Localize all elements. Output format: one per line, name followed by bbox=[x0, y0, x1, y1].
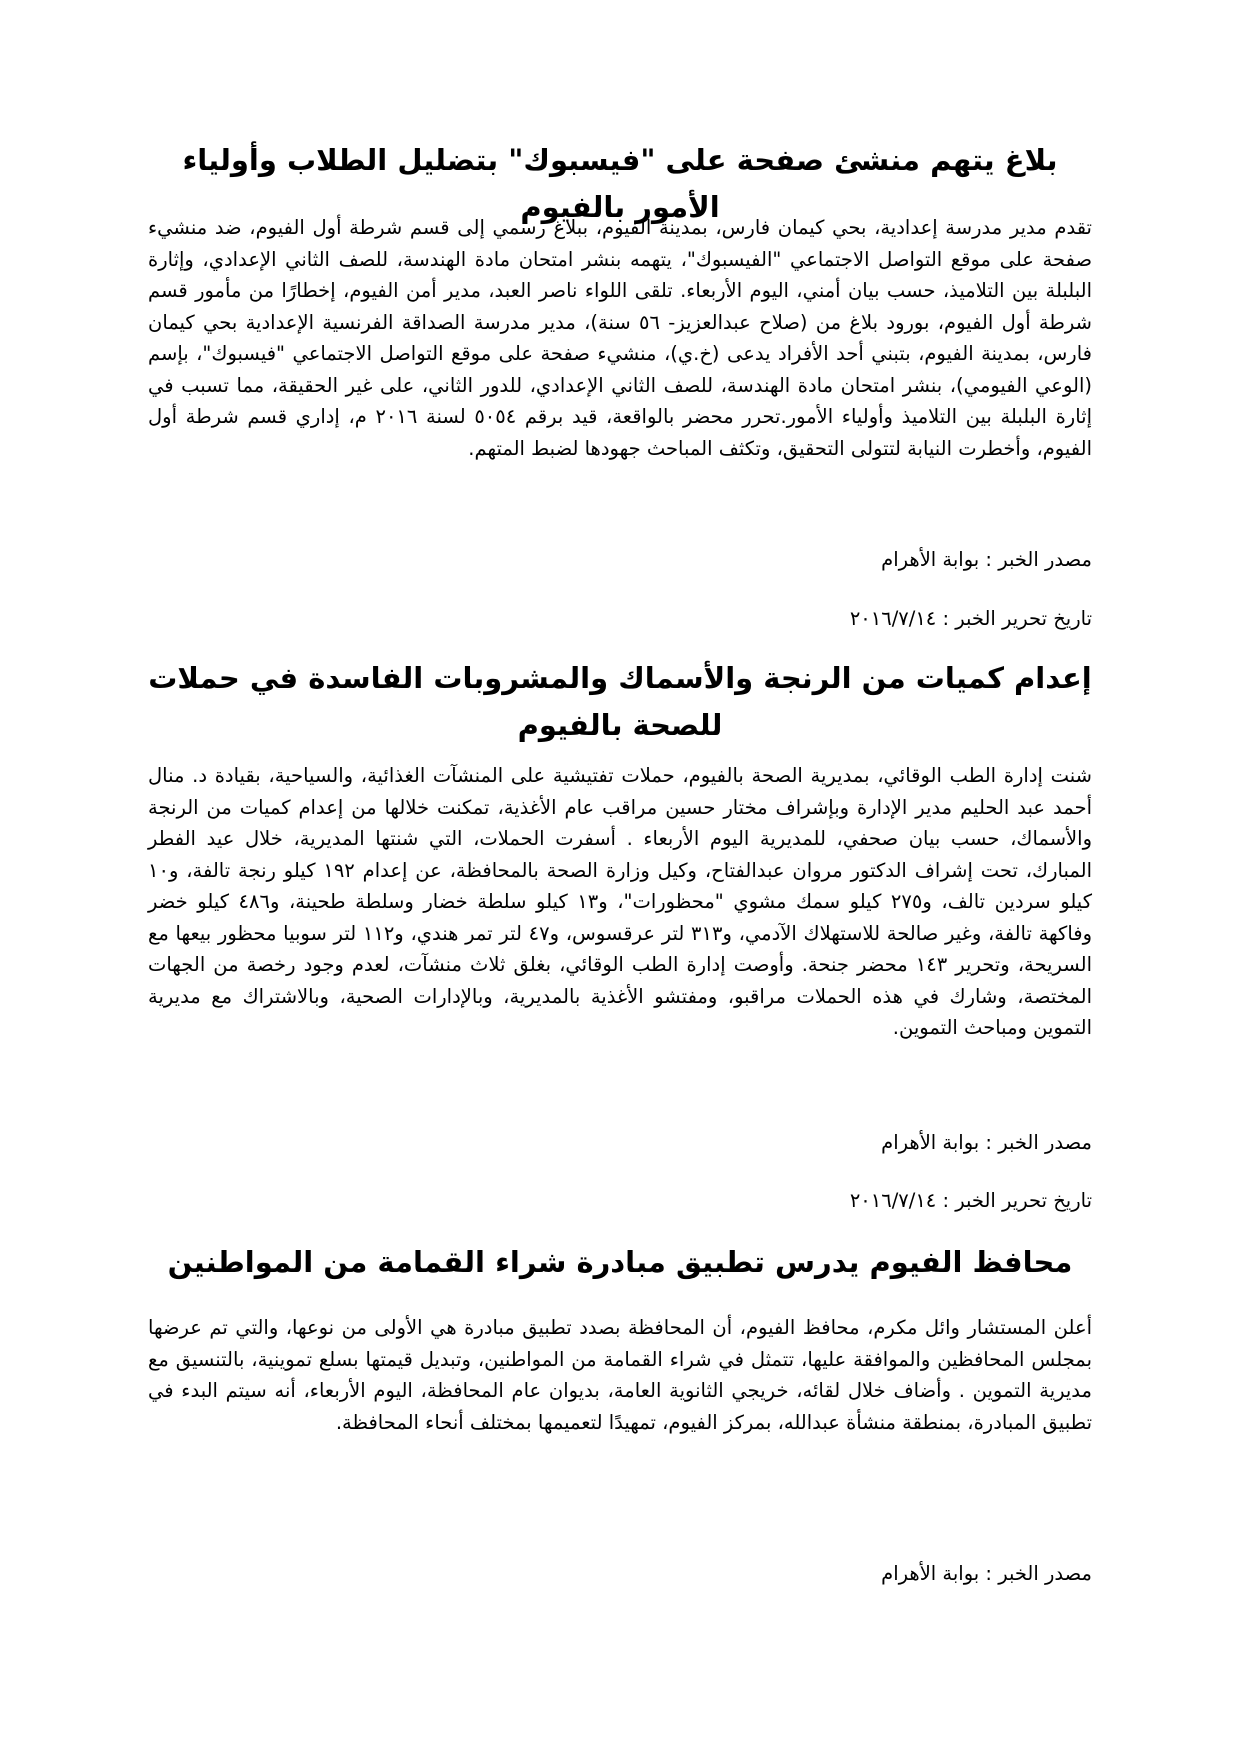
article-2-headline: إعدام كميات من الرنجة والأسماك والمشروبات الفاسدة في حملات للصحة بالفيوم bbox=[148, 661, 1092, 742]
article-2-source: مصدر الخبر : بوابة الأهرام bbox=[881, 1131, 1092, 1154]
article-1-body: تقدم مدير مدرسة إعدادية، بحي كيمان فارس، بمدينة الفيوم، ببلاغ رسمي إلى قسم شرطة أول الفيوم، ضد منشيء صفحة على موقع التواصل الاجتماعي "الفيسبوك"، يتهمه بنشر امتحان مادة الهندسة، للصف الثاني الإعدادي، وإثارة البلبلة بين التلاميذ، حسب بيان أمني، اليوم الأربعاء. تلقى اللواء ناصر العبد، مدير أمن الفيوم، إخطارًا من مأمور قسم شرطة أول الفيوم، بورود بلاغ من (صلاح عبدالعزيز- ٥٦ سنة)، مدير مدرسة الصداقة الفرنسية الإعدادية بحي كيمان فارس، بمدينة الفيوم، بتبني أحد الأفراد يدعى (خ.ي)، منشيء صفحة على موقع التواصل الاجتماعي "فيسبوك"، بإسم (الوعي الفيومي)، بنشر امتحان مادة الهندسة، للصف الثاني الإعدادي، للدور الثاني، على غير الحقيقة، مما تسبب في إثارة البلبلة بين التلاميذ وأولياء الأمور.تحرر محضر بالواقعة، قيد برقم ٥٠٥٤ لسنة ٢٠١٦ م، إداري قسم شرطة أول الفيوم، وأخطرت النيابة لتتولى التحقيق، وتكثف المباحث جهودها لضبط المتهم. bbox=[148, 216, 1092, 460]
article-3-body: أعلن المستشار وائل مكرم، محافظ الفيوم، أن المحافظة بصدد تطبيق مبادرة هي الأولى من نوعها، والتي تم عرضها بمجلس المحافظين والموافقة عليها، تتمثل في شراء القمامة من المواطنين، وتبديل قيمتها بسلع تموينية، بالتنسيق مع مديرية التموين . وأضاف خلال لقائه، خريجي الثانوية العامة، بديوان عام المحافظة، اليوم الأربعاء، أنه سيتم البدء في تطبيق المبادرة، بمنطقة منشأة عبدالله، بمركز الفيوم، تمهيدًا لتعميمها بمختلف أنحاء المحافظة. bbox=[148, 1316, 1092, 1434]
article-3-headline: محافظ الفيوم يدرس تطبيق مبادرة شراء القمامة من المواطنين bbox=[167, 1245, 1073, 1279]
article-3 bbox=[148, 1239, 1092, 1286]
article-2-body-wrap bbox=[148, 760, 1092, 1044]
article-3-source: مصدر الخبر : بوابة الأهرام bbox=[881, 1562, 1092, 1585]
article-3-body-wrap bbox=[148, 1312, 1092, 1438]
article-1-body-wrap bbox=[148, 212, 1092, 464]
article-1-source: مصدر الخبر : بوابة الأهرام bbox=[881, 548, 1092, 571]
article-2-date: تاريخ تحرير الخبر : ٢٠١٦/٧/١٤ bbox=[849, 1189, 1092, 1212]
article-1-date: تاريخ تحرير الخبر : ٢٠١٦/٧/١٤ bbox=[849, 607, 1092, 630]
article-2 bbox=[148, 655, 1092, 749]
article-2-body: شنت إدارة الطب الوقائي، بمديرية الصحة بالفيوم، حملات تفتيشية على المنشآت الغذائية، والسياحية، بقيادة د. منال أحمد عبد الحليم مدير الإدارة وبإشراف مختار حسين مراقب عام الأغذية، تمكنت خلالها من إعدام كميات من الرنجة والأسماك، حسب بيان صحفي، للمديرية اليوم الأربعاء . أسفرت الحملات، التي شنتها المديرية، خلال عيد الفطر المبارك، تحت إشراف الدكتور مروان عبدالفتاح، وكيل وزارة الصحة بالمحافظة، عن إعدام ١٩٢ كيلو رنجة تالفة، و١٠ كيلو سردين تالف، و٢٧٥ كيلو سمك مشوي "محظورات"، و١٣ كيلو سلطة خضار وسلطة طحينة، و٤٨٦ كيلو خضر وفاكهة تالفة، وغير صالحة للاستهلاك الآدمي، و٣١٣ لتر عرقسوس، و٤٧ لتر تمر هندي، و١١٢ لتر سوبيا محظور بيعها مع السريحة، وتحرير ١٤٣ محضر جنحة. وأوصت إدارة الطب الوقائي، بغلق ثلاث منشآت، لعدم وجود رخصة من الجهات المختصة، وشارك في هذه الحملات مراقبو، ومفتشو الأغذية بالمديرية، وبالإدارات الصحية، وبالاشتراك مع مديرية التموين ومباحث التموين. bbox=[148, 764, 1093, 1039]
article-1-headline: بلاغ يتهم منشئ صفحة على "فيسبوك" بتضليل الطلاب وأولياء الأمور بالفيوم bbox=[182, 143, 1058, 224]
